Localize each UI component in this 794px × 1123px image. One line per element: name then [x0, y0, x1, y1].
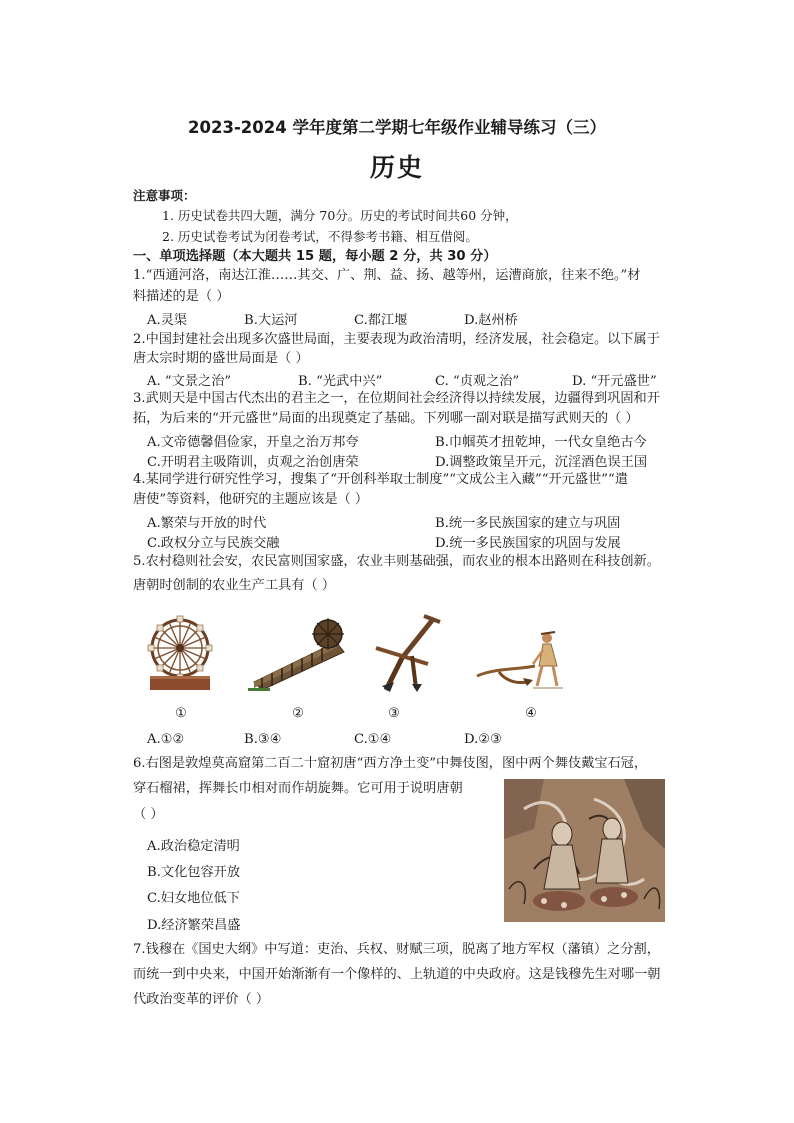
question-4-line-2: 唐使”等资料，他研究的主题应该是（ ）	[133, 492, 369, 507]
question-1-line-2: 料描述的是（ ）	[133, 289, 230, 304]
exam-title: 2023-2024 学年度第二学期七年级作业辅导练习（三）	[188, 118, 606, 137]
q1-option-c: C.都江堰	[354, 313, 408, 328]
q2-option-a: A. “文景之治”	[147, 374, 232, 389]
q6-option-c: C.妇女地位低下	[147, 891, 240, 906]
subject-title: 历史	[369, 153, 424, 182]
q2-option-c: C. “贞观之治”	[435, 374, 520, 389]
note-item-1: 1. 历史试卷共四大题，满分 70分。历史的考试时间共60 分钟，	[162, 208, 518, 223]
q6-option-d: D.经济繁荣昌盛	[147, 918, 241, 933]
q6-option-b: B.文化包容开放	[147, 865, 241, 880]
question-2-line-1: 2.中国封建社会出现多次盛世局面，主要表现为政治清明，经济发展，社会稳定。以下属于	[133, 332, 660, 347]
note-item-2: 2. 历史试卷考试为闭卷考试，不得参考书籍、相互借阅。	[162, 229, 478, 244]
question-7-line-1: 7.钱穆在《国史大纲》中写道：吏治、兵权、财赋三项，脱离了地方军权（藩镇）之分割，	[133, 942, 660, 957]
image-label-1: ①	[175, 706, 187, 721]
q1-option-b: B.大运河	[244, 313, 298, 328]
q3-option-a: A.文帝德馨倡俭家，开皇之治万邦夸	[147, 435, 359, 450]
question-6-line-1: 6.右图是敦煌莫高窟第二百二十窟初唐“西方净土变”中舞伎图，图中两个舞伎戴宝石冠，	[133, 756, 647, 771]
dunhuang-dancer-mural-image	[504, 779, 665, 922]
question-7-line-2: 而统一到中央来，中国开始渐渐有一个像样的、上轨道的中央政府。这是钱穆先生对哪一朝	[133, 967, 661, 982]
question-6-line-2: 穿石榴裙，挥舞长巾相对而作胡旋舞。它可用于说明唐朝	[133, 781, 463, 796]
question-7-line-3: 代政治变革的评价（ ）	[133, 992, 270, 1007]
q5-option-b: B.③④	[244, 732, 282, 747]
image-label-4: ④	[525, 706, 537, 721]
q4-option-a: A.繁荣与开放的时代	[147, 516, 267, 531]
q1-option-d: D.赵州桥	[464, 313, 518, 328]
question-3-line-2: 拓，为后来的“开元盛世”局面的出现奠定了基础。下列哪一副对联是描写武则天的（ ）	[133, 411, 639, 426]
question-2-line-2: 唐太宗时期的盛世局面是（ ）	[133, 351, 309, 366]
q4-option-c: C.政权分立与民族交融	[147, 536, 280, 551]
q5-option-c: C.①④	[354, 732, 392, 747]
question-1-line-1: 1.“西通河洛，南达江淮……其交、广、荆、益、扬、越等州，运漕商旅，往来不绝。”材	[133, 268, 641, 283]
q3-option-d: D.调整政策呈开元，沉淫酒色误王国	[435, 455, 648, 470]
q2-option-b: B. “光武中兴”	[298, 374, 383, 389]
q3-option-c: C.开明君主吸隋训，贞观之治创唐荣	[147, 455, 359, 470]
q2-option-d: D. “开元盛世”	[572, 374, 657, 389]
image-label-3: ③	[388, 706, 400, 721]
q6-option-a: A.政治稳定清明	[147, 839, 240, 854]
q3-option-b: B.巾帼英才扭乾坤，一代女皇绝古今	[435, 435, 647, 450]
q4-option-d: D.统一多民族国家的巩固与发展	[435, 536, 621, 551]
q1-option-a: A.灵渠	[147, 313, 188, 328]
notes-heading: 注意事项：	[133, 188, 196, 203]
section-heading: 一、单项选择题（本大题共 15 题，每小题 2 分，共 30 分）	[133, 249, 497, 264]
question-4-line-1: 4.某同学进行研究性学习，搜集了“开创科举取士制度”“文成公主入藏”“开元盛世”“遣	[133, 472, 628, 487]
question-6-line-3: （ ）	[133, 807, 164, 822]
curved-plough-image	[372, 612, 444, 692]
water-wheel-image	[145, 612, 215, 692]
chain-pump-image	[248, 612, 348, 692]
q5-option-a: A.①②	[147, 732, 185, 747]
question-5-line-1: 5.农村稳则社会安，农民富则国家盛，农业丰则基础强，而农业的根本出路则在科技创新。	[133, 554, 660, 569]
q5-option-d: D.②③	[464, 732, 502, 747]
question-5-line-2: 唐朝时创制的农业生产工具有（ ）	[133, 578, 336, 593]
question-3-line-1: 3.武则天是中国古代杰出的君主之一，在位期间社会经济得以持续发展，边疆得到巩固和开	[133, 391, 660, 406]
q4-option-b: B.统一多民族国家的建立与巩固	[435, 516, 621, 531]
ploughing-farmer-image	[475, 628, 567, 690]
image-label-2: ②	[292, 706, 304, 721]
